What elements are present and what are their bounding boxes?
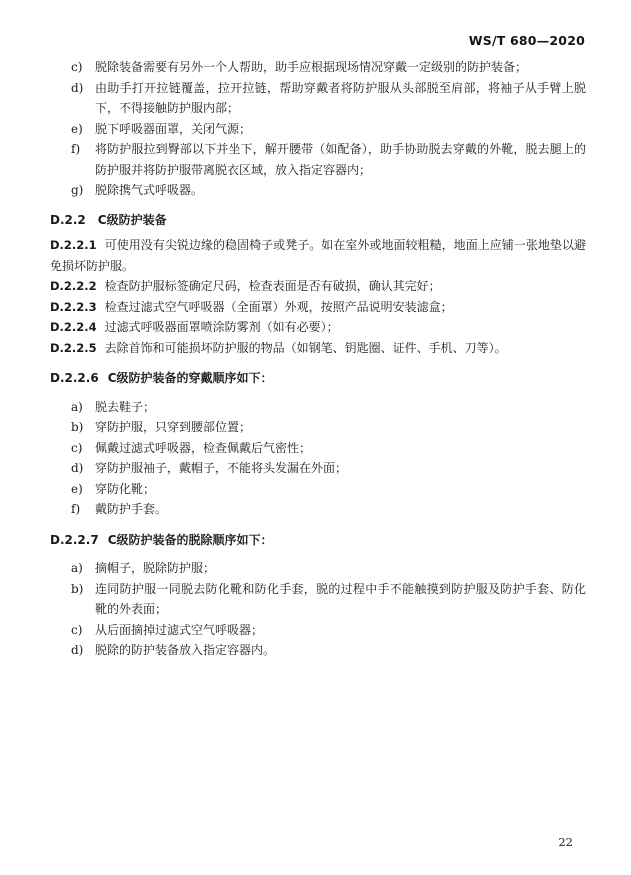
list-item-text: 戴防护手套。 — [95, 502, 168, 516]
list-item-text: 脱除的防护装备放入指定容器内。 — [95, 643, 276, 657]
list-item — [50, 417, 586, 438]
list-item-text: 穿防护服，只穿到腰部位置； — [95, 420, 252, 434]
list-item — [50, 579, 586, 620]
list-item-label: b) — [71, 420, 84, 434]
list-item — [50, 397, 586, 418]
list-item — [50, 119, 586, 140]
page-number: 22 — [558, 835, 573, 849]
list-item — [50, 438, 586, 459]
list-item — [50, 620, 586, 641]
list-item-label: d) — [71, 643, 84, 657]
list-item-text: 连同防护服一同脱去防化靴和防化手套，脱的过程中手不能触摸到防护服及防护手套、防化靴的外表面； — [95, 581, 586, 616]
section-number: D.2.2 — [50, 212, 86, 227]
list-item-label: a) — [71, 561, 83, 575]
list-item — [50, 458, 586, 479]
list-item-text: 脱除携气式呼吸器。 — [95, 183, 204, 197]
list-item-text: 佩戴过滤式呼吸器，检查佩戴后气密性； — [95, 440, 312, 455]
clause-text: 去除首饰和可能损坏防护服的物品（如钢笔、钥匙圈、证件、手机、刀等）。 — [104, 340, 507, 355]
list-item-label: g) — [71, 183, 84, 197]
list-item-text: 穿防护服袖子，戴帽子，不能将头发漏在外面； — [95, 461, 348, 475]
list-item-label: c) — [71, 440, 83, 455]
list-item-label: b) — [71, 581, 84, 596]
list-item-text: 由助手打开拉链覆盖，拉开拉链，帮助穿戴者将防护服从头部脱至肩部，将袖子从手臂上脱下，不得接触防护服内部； — [95, 80, 586, 115]
list-item-label: e) — [71, 121, 83, 136]
clause-number: D.2.2.4 — [50, 320, 97, 334]
list-item-text: 穿防化靴； — [95, 481, 156, 496]
clause-text: 检查过滤式空气呼吸器（全面罩）外观，按照产品说明安装滤盒； — [104, 299, 453, 314]
section-title: C级防护装备 — [97, 212, 167, 227]
list-item-label: c) — [71, 60, 83, 74]
list-item — [50, 139, 586, 180]
list-item — [50, 479, 586, 500]
clause — [50, 338, 586, 359]
list-item — [50, 499, 586, 520]
standard-number-header: WS/T 680—2020 — [468, 33, 585, 48]
removal-steps-list-continued — [50, 57, 586, 201]
list-item-label: a) — [71, 399, 83, 414]
list-item-label: f) — [71, 142, 81, 156]
clause-text: 过滤式呼吸器面罩喷涂防雾剂（如有必要）； — [104, 320, 339, 334]
list-item-text: 脱除装备需要有另外一个人帮助，助手应根据现场情况穿戴一定级别的防护装备； — [95, 60, 528, 74]
page-content — [50, 57, 586, 661]
clause-title: C级防护装备的脱除顺序如下： — [107, 532, 273, 547]
section-heading — [50, 210, 586, 231]
list-item — [50, 640, 586, 661]
clause-text: 检查防护服标签确定尺码，检查表面是否有破损，确认其完好； — [104, 279, 441, 293]
subsection-heading-wear-order — [50, 368, 586, 389]
subsection-heading-removal-order — [50, 530, 586, 551]
list-item-text: 将防护服拉到臀部以下并坐下，解开腰带（如配备），助手协助脱去穿戴的外靴，脱去腿上的防护服并将防护服带离脱衣区域，放入指定容器内； — [95, 142, 586, 177]
list-item-label: f) — [71, 502, 81, 516]
list-item-label: c) — [71, 622, 83, 637]
list-item-label: d) — [71, 80, 84, 95]
clause — [50, 276, 586, 297]
clause-number: D.2.2.2 — [50, 279, 97, 293]
list-item-text: 脱去鞋子； — [95, 399, 156, 414]
list-item — [50, 78, 586, 119]
removal-order-list — [50, 558, 586, 661]
clause-number: D.2.2.1 — [50, 238, 97, 252]
clause — [50, 317, 586, 338]
wear-order-list — [50, 397, 586, 520]
list-item-text: 摘帽子，脱除防护服； — [95, 561, 216, 575]
clause-title: C级防护装备的穿戴顺序如下： — [107, 371, 273, 385]
clause-number: D.2.2.5 — [50, 340, 97, 355]
list-item-text: 脱下呼吸器面罩，关闭气源； — [95, 121, 252, 136]
clause — [50, 235, 586, 276]
list-item-label: e) — [71, 481, 83, 496]
clause-text: 可使用没有尖锐边缘的稳固椅子或凳子。如在室外或地面较粗糙，地面上应铺一张地垫以避免损坏防护服。 — [50, 238, 586, 273]
list-item-label: d) — [71, 461, 84, 475]
clause-number: D.2.2.7 — [50, 532, 99, 547]
clause-number: D.2.2.3 — [50, 299, 97, 314]
list-item — [50, 558, 586, 579]
list-item — [50, 180, 586, 201]
list-item — [50, 57, 586, 78]
clause — [50, 297, 586, 318]
clause-number: D.2.2.6 — [50, 371, 99, 385]
list-item-text: 从后面摘掉过滤式空气呼吸器； — [95, 622, 264, 637]
